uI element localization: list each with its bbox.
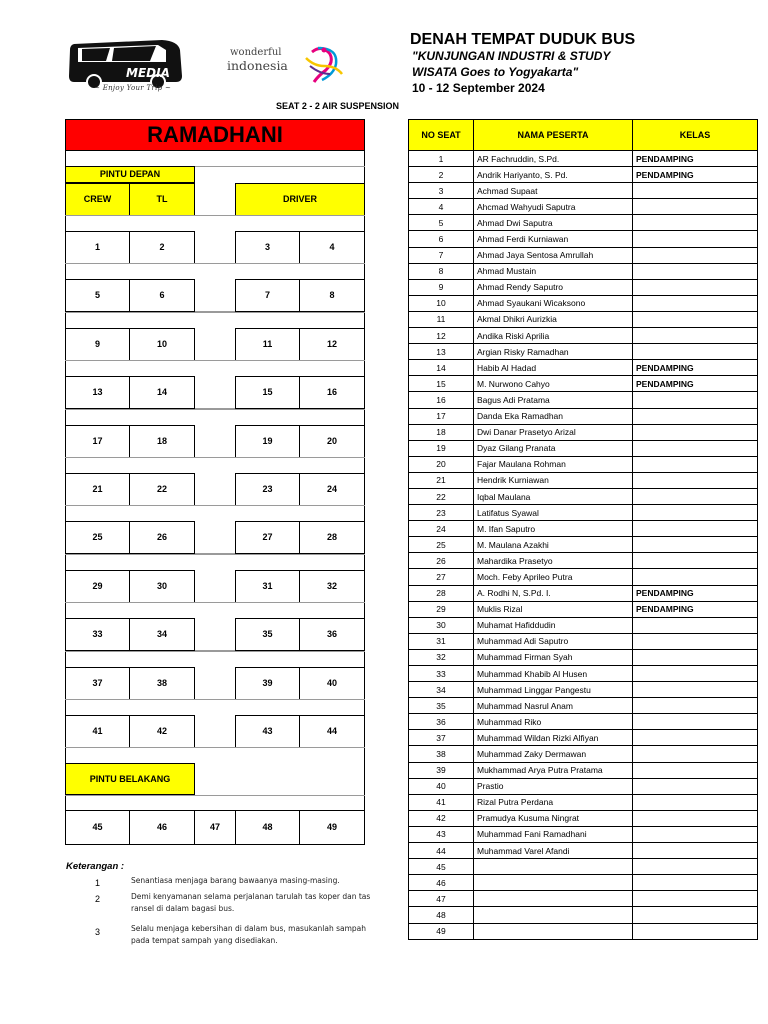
cell-no: 14	[409, 360, 474, 376]
cell-kelas	[633, 649, 758, 665]
bus-brand-text: MEDIA	[126, 66, 170, 80]
cell-kelas	[633, 843, 758, 859]
cell-no: 47	[409, 891, 474, 907]
table-row	[409, 907, 758, 923]
cell-no: 42	[409, 810, 474, 826]
cell-name: Muhammad Firman Syah	[474, 649, 633, 665]
seat-cell: 22	[129, 473, 195, 506]
table-row	[409, 537, 758, 553]
cell-kelas	[633, 794, 758, 810]
seat-cell: 30	[129, 570, 195, 603]
table-row	[409, 408, 758, 424]
table-row	[409, 682, 758, 698]
cell-name: Danda Eka Ramadhan	[474, 408, 633, 424]
notes-title: Keterangan :	[66, 861, 125, 872]
cell-no: 29	[409, 601, 474, 617]
table-row	[409, 424, 758, 440]
seat-cell: 3	[235, 231, 300, 264]
cell-name	[474, 907, 633, 923]
cell-name: Muhamat Hafiddudin	[474, 617, 633, 633]
seat-cell: 26	[129, 521, 195, 554]
grid-line	[65, 795, 365, 796]
cell-name: Muklis Rizal	[474, 601, 633, 617]
cell-no: 40	[409, 778, 474, 794]
seat-cell: 40	[299, 667, 365, 700]
cell-no: 10	[409, 295, 474, 311]
cell-kelas: PENDAMPING	[633, 601, 758, 617]
cell-kelas	[633, 907, 758, 923]
cell-no: 43	[409, 826, 474, 842]
table-body	[409, 151, 758, 940]
cell-no: 21	[409, 472, 474, 488]
cell-kelas	[633, 183, 758, 199]
cell-kelas	[633, 617, 758, 633]
table-row	[409, 875, 758, 891]
seat-49: 49	[299, 810, 365, 845]
cell-no: 45	[409, 859, 474, 875]
cell-kelas	[633, 569, 758, 585]
cell-kelas	[633, 328, 758, 344]
table-row	[409, 714, 758, 730]
table-row	[409, 859, 758, 875]
cell-name: Muhammad Varel Afandi	[474, 843, 633, 859]
grid-line	[65, 554, 365, 555]
cell-no: 37	[409, 730, 474, 746]
cell-no: 11	[409, 311, 474, 327]
driver-label: DRIVER	[235, 183, 365, 216]
table-row	[409, 891, 758, 907]
cell-kelas	[633, 778, 758, 794]
cell-name: Mukhammad Arya Putra Pratama	[474, 762, 633, 778]
cell-no: 38	[409, 746, 474, 762]
table-row	[409, 247, 758, 263]
cell-no: 20	[409, 456, 474, 472]
cell-name: AR Fachruddin, S.Pd.	[474, 151, 633, 167]
cell-kelas	[633, 199, 758, 215]
cell-no: 26	[409, 553, 474, 569]
cell-kelas	[633, 424, 758, 440]
header-kelas: KELAS	[633, 120, 758, 151]
table-row	[409, 794, 758, 810]
bus-tagline: ~ Enjoy Your Trip ~	[94, 84, 172, 92]
cell-kelas	[633, 295, 758, 311]
table-row	[409, 633, 758, 649]
cell-name: Latifatus Syawal	[474, 505, 633, 521]
table-row	[409, 199, 758, 215]
cell-name: Andika Riski Aprilia	[474, 328, 633, 344]
table-row	[409, 311, 758, 327]
cell-no: 32	[409, 649, 474, 665]
cell-name: Ahmad Syaukani Wicaksono	[474, 295, 633, 311]
seat-45: 45	[65, 810, 130, 845]
table-row	[409, 360, 758, 376]
cell-name: Moch. Feby Aprileo Putra	[474, 569, 633, 585]
cell-name: A. Rodhi N, S.Pd. I.	[474, 585, 633, 601]
cell-no: 6	[409, 231, 474, 247]
cell-no: 24	[409, 521, 474, 537]
seat-cell: 37	[65, 667, 130, 700]
table-row	[409, 456, 758, 472]
table-row	[409, 843, 758, 859]
table-row	[409, 295, 758, 311]
cell-name	[474, 875, 633, 891]
cell-no: 15	[409, 376, 474, 392]
table-row	[409, 601, 758, 617]
grid-line	[65, 505, 365, 506]
cell-name: Iqbal Maulana	[474, 488, 633, 504]
seat-cell: 31	[235, 570, 300, 603]
grid-line	[65, 651, 365, 652]
cell-name: Dwi Danar Prasetyo Arizal	[474, 424, 633, 440]
front-door-label: PINTU DEPAN	[65, 166, 195, 183]
cell-no: 2	[409, 167, 474, 183]
cell-no: 23	[409, 505, 474, 521]
cell-name: M. Nurwono Cahyo	[474, 376, 633, 392]
cell-kelas	[633, 263, 758, 279]
cell-kelas	[633, 875, 758, 891]
note-number: 1	[95, 878, 101, 888]
seat-cell: 1	[65, 231, 130, 264]
cell-kelas	[633, 440, 758, 456]
cell-name: Argian Risky Ramadhan	[474, 344, 633, 360]
table-row	[409, 151, 758, 167]
cell-kelas	[633, 666, 758, 682]
wi-word-wonderful: wonderful	[230, 47, 282, 58]
cell-no: 5	[409, 215, 474, 231]
cell-no: 41	[409, 794, 474, 810]
table-header-row	[409, 120, 758, 151]
subtitle-line-2: WISATA Goes to Yogyakarta"	[412, 65, 579, 79]
cell-no: 3	[409, 183, 474, 199]
cell-name: Muhammad Linggar Pangestu	[474, 682, 633, 698]
header-no-seat: NO SEAT	[409, 120, 474, 151]
cell-kelas	[633, 633, 758, 649]
seat-cell: 41	[65, 715, 130, 748]
cell-name: Fajar Maulana Rohman	[474, 456, 633, 472]
table-row	[409, 553, 758, 569]
table-row	[409, 392, 758, 408]
seat-cell: 12	[299, 328, 365, 361]
table-row	[409, 666, 758, 682]
cell-kelas	[633, 488, 758, 504]
cell-no: 44	[409, 843, 474, 859]
cell-kelas	[633, 762, 758, 778]
seat-cell: 21	[65, 473, 130, 506]
cell-no: 33	[409, 666, 474, 682]
back-door-label: PINTU BELAKANG	[65, 763, 195, 795]
seat-cell: 13	[65, 376, 130, 409]
document-title: DENAH TEMPAT DUDUK BUS	[410, 31, 636, 48]
seat-cell: 33	[65, 618, 130, 651]
cell-no: 27	[409, 569, 474, 585]
cell-no: 17	[409, 408, 474, 424]
cell-no: 36	[409, 714, 474, 730]
seat-cell: 43	[235, 715, 300, 748]
cell-kelas	[633, 344, 758, 360]
seat-cell: 19	[235, 425, 300, 458]
seat-cell: 2	[129, 231, 195, 264]
seat-cell: 20	[299, 425, 365, 458]
grid-line	[65, 457, 365, 458]
table-row	[409, 505, 758, 521]
grid-line	[65, 263, 365, 264]
cell-name: Muhammad Zaky Dermawan	[474, 746, 633, 762]
seat-47: 47	[194, 810, 236, 845]
seat-cell: 29	[65, 570, 130, 603]
cell-no: 31	[409, 633, 474, 649]
note-text	[131, 891, 370, 915]
table-row	[409, 617, 758, 633]
cell-no: 8	[409, 263, 474, 279]
seat-cell: 8	[299, 279, 365, 312]
seat-cell: 25	[65, 521, 130, 554]
participant-table	[408, 119, 758, 940]
table-row	[409, 521, 758, 537]
seat-cell: 4	[299, 231, 365, 264]
table-row	[409, 778, 758, 794]
cell-kelas	[633, 537, 758, 553]
cell-kelas	[633, 746, 758, 762]
cell-no: 16	[409, 392, 474, 408]
cell-name: Muhammad Nasrul Anam	[474, 698, 633, 714]
cell-name: Ahcmad Wahyudi Saputra	[474, 199, 633, 215]
cell-kelas: PENDAMPING	[633, 167, 758, 183]
cell-kelas	[633, 505, 758, 521]
seat-cell: 18	[129, 425, 195, 458]
bus-name-banner: RAMADHANI	[65, 119, 365, 151]
cell-name: Ahmad Mustain	[474, 263, 633, 279]
cell-name	[474, 891, 633, 907]
table-row	[409, 328, 758, 344]
table-row	[409, 167, 758, 183]
cell-name: Bagus Adi Pratama	[474, 392, 633, 408]
cell-no: 9	[409, 279, 474, 295]
seat-cell: 11	[235, 328, 300, 361]
cell-no: 1	[409, 151, 474, 167]
cell-kelas	[633, 714, 758, 730]
note-line: Selalu menjaga kebersihan di dalam bus, masukanlah sampah	[131, 924, 367, 933]
table-row	[409, 923, 758, 939]
grid-line	[65, 602, 365, 603]
note-number: 3	[95, 927, 101, 937]
cell-name: Ahmad Dwi Saputra	[474, 215, 633, 231]
cell-no: 25	[409, 537, 474, 553]
table-row	[409, 762, 758, 778]
table-row	[409, 746, 758, 762]
note-text	[131, 875, 340, 887]
seat-cell: 17	[65, 425, 130, 458]
cell-kelas	[633, 698, 758, 714]
cell-kelas	[633, 231, 758, 247]
seat-cell: 34	[129, 618, 195, 651]
cell-name: Andrik Hariyanto, S. Pd.	[474, 167, 633, 183]
cell-no: 39	[409, 762, 474, 778]
grid-line	[65, 215, 365, 216]
cell-name: Ahmad Jaya Sentosa Amrullah	[474, 247, 633, 263]
table-row	[409, 730, 758, 746]
grid-line	[65, 312, 365, 313]
cell-kelas: PENDAMPING	[633, 360, 758, 376]
event-date: 10 - 12 September 2024	[412, 81, 545, 95]
cell-kelas: PENDAMPING	[633, 585, 758, 601]
note-line: Senantiasa menjaga barang bawaanya masing-masing.	[131, 876, 340, 885]
table-row	[409, 215, 758, 231]
cell-no: 28	[409, 585, 474, 601]
table-row	[409, 488, 758, 504]
cell-name: Muhammad Fani Ramadhani	[474, 826, 633, 842]
cell-kelas: PENDAMPING	[633, 376, 758, 392]
cell-no: 46	[409, 875, 474, 891]
cell-kelas	[633, 408, 758, 424]
table-row	[409, 440, 758, 456]
seat-cell: 9	[65, 328, 130, 361]
seat-cell: 7	[235, 279, 300, 312]
cell-name: Mahardika Prasetyo	[474, 553, 633, 569]
cell-name: Muhammad Riko	[474, 714, 633, 730]
cell-name: Muhammad Wildan Rizki Alfiyan	[474, 730, 633, 746]
note-line: Demi kenyamanan selama perjalanan tarulah tas koper dan tas	[131, 892, 371, 901]
cell-name: Dyaz Gilang Pranata	[474, 440, 633, 456]
seat-cell: 6	[129, 279, 195, 312]
cell-no: 18	[409, 424, 474, 440]
cell-kelas	[633, 682, 758, 698]
seat-cell: 10	[129, 328, 195, 361]
cell-kelas	[633, 553, 758, 569]
header-nama-peserta: NAMA PESERTA	[474, 120, 633, 151]
cell-kelas	[633, 311, 758, 327]
cell-kelas	[633, 247, 758, 263]
grid-line	[65, 747, 365, 748]
cell-no: 12	[409, 328, 474, 344]
seat-cell: 5	[65, 279, 130, 312]
cell-no: 34	[409, 682, 474, 698]
cell-no: 30	[409, 617, 474, 633]
cell-name	[474, 923, 633, 939]
table-row	[409, 649, 758, 665]
note-line: ransel di dalam bagasi bus.	[131, 904, 235, 913]
cell-name: M. Ifan Saputro	[474, 521, 633, 537]
cell-no: 49	[409, 923, 474, 939]
grid-line	[65, 360, 365, 361]
seat-cell: 35	[235, 618, 300, 651]
cell-kelas	[633, 810, 758, 826]
seat-cell: 39	[235, 667, 300, 700]
cell-name: Ahmad Rendy Saputro	[474, 279, 633, 295]
tl-label: TL	[129, 183, 195, 216]
seat-cell: 24	[299, 473, 365, 506]
cell-kelas	[633, 392, 758, 408]
cell-kelas	[633, 859, 758, 875]
cell-no: 7	[409, 247, 474, 263]
seat-cell: 27	[235, 521, 300, 554]
cell-kelas	[633, 472, 758, 488]
note-text	[131, 923, 366, 947]
cell-no: 35	[409, 698, 474, 714]
cell-name: Akmal Dhikri Aurizkia	[474, 311, 633, 327]
cell-no: 4	[409, 199, 474, 215]
seat-cell: 44	[299, 715, 365, 748]
table-row	[409, 810, 758, 826]
note-number: 2	[95, 894, 101, 904]
cell-no: 13	[409, 344, 474, 360]
cell-kelas	[633, 215, 758, 231]
table-row	[409, 698, 758, 714]
cell-name: Muhammad Adi Saputro	[474, 633, 633, 649]
grid-line	[65, 409, 365, 410]
cell-kelas	[633, 279, 758, 295]
seat-cell: 42	[129, 715, 195, 748]
note-line: pada tempat sampah yang disediakan.	[131, 936, 278, 945]
cell-name: Prastio	[474, 778, 633, 794]
cell-name: Habib Al Hadad	[474, 360, 633, 376]
seat-cell: 14	[129, 376, 195, 409]
table-row	[409, 279, 758, 295]
grid-line	[65, 699, 365, 700]
cell-name: Achmad Supaat	[474, 183, 633, 199]
cell-name: Rizal Putra Perdana	[474, 794, 633, 810]
cell-kelas	[633, 826, 758, 842]
cell-name: Muhammad Khabib Al Husen	[474, 666, 633, 682]
cell-name	[474, 859, 633, 875]
table-row	[409, 826, 758, 842]
seat-46: 46	[129, 810, 195, 845]
seat-cell: 38	[129, 667, 195, 700]
wi-word-indonesia: indonesia	[227, 58, 288, 73]
cell-kelas	[633, 456, 758, 472]
crew-label: CREW	[65, 183, 130, 216]
table-row	[409, 263, 758, 279]
table-row	[409, 231, 758, 247]
table-row	[409, 344, 758, 360]
table-row	[409, 569, 758, 585]
table-row	[409, 585, 758, 601]
seat-cell: 28	[299, 521, 365, 554]
table-row	[409, 472, 758, 488]
cell-no: 22	[409, 488, 474, 504]
seat-48: 48	[235, 810, 300, 845]
cell-kelas	[633, 521, 758, 537]
cell-kelas	[633, 923, 758, 939]
cell-kelas: PENDAMPING	[633, 151, 758, 167]
cell-no: 48	[409, 907, 474, 923]
cell-name: Ahmad Ferdi Kurniawan	[474, 231, 633, 247]
cell-kelas	[633, 730, 758, 746]
seat-configuration: SEAT 2 - 2 AIR SUSPENSION	[276, 101, 400, 111]
cell-no: 19	[409, 440, 474, 456]
seat-cell: 15	[235, 376, 300, 409]
seat-cell: 23	[235, 473, 300, 506]
seat-cell: 16	[299, 376, 365, 409]
cell-kelas	[633, 891, 758, 907]
seat-cell: 32	[299, 570, 365, 603]
table-row	[409, 376, 758, 392]
table-row	[409, 183, 758, 199]
subtitle-line-1: "KUNJUNGAN INDUSTRI & STUDY	[412, 49, 611, 63]
seat-cell: 36	[299, 618, 365, 651]
cell-name: Pramudya Kusuma Ningrat	[474, 810, 633, 826]
cell-name: Hendrik Kurniawan	[474, 472, 633, 488]
cell-name: M. Maulana Azakhi	[474, 537, 633, 553]
